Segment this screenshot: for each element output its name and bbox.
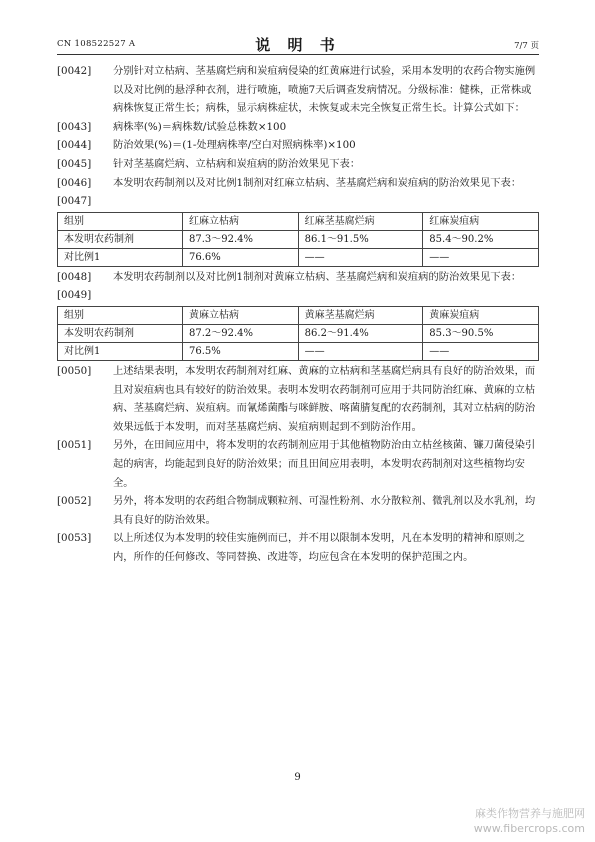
paragraph-number: [0042] [57,65,92,77]
table-row [58,230,539,248]
paragraph-number: [0046] [57,176,92,189]
paragraph-number: [0053] [57,532,92,545]
paragraph-number: [0044] [57,139,92,152]
table-header-cell: 黄麻立枯病 [183,306,299,324]
paragraph-text: 分别针对立枯病、茎基腐烂病和炭疽病侵染的红黄麻进行试验，采用本发明的农药合物实施例以及对比例的悬浮种衣剂，进行喷施，喷施7天后调查发病情况。分级标准：健株，正常株或病株恢复正常生长；病株，显示病株症状，未恢复或未完全恢复正常生长。计算公式如下： [113,65,536,115]
table-row [58,248,539,266]
table-cell: 76.5% [183,342,299,360]
paragraph-0046 [57,174,539,193]
table-header-row [58,306,539,324]
paragraph-number: [0045] [57,157,92,170]
table-cell: —— [423,248,539,266]
paragraph-0044 [57,136,539,155]
paragraph-number: [0048] [57,270,92,283]
table-cell: 87.3～92.4% [183,230,299,248]
paragraph-text: 上述结果表明，本发明农药制剂对红麻、黄麻的立枯病和茎基腐烂病具有良好的防治效果，而且对炭疽病也具有较好的防治效果。表明本发明农药制剂可应用于共同防治红麻、黄麻的立枯病、茎基腐烂病、炭疽病。而氰烯菌酯与咪鲜胺、喀菌腈复配的农药制剂，其对立枯病的防治效果远低于本发明，而对茎基腐烂病、炭疽病则起到不到防治作用。 [113,364,536,433]
paragraph-text: 本发明农药制剂以及对比例1制剂对黄麻立枯病、茎基腐烂病和炭疽病的防治效果见下表： [113,270,522,283]
table-header-cell: 组别 [58,212,183,230]
paragraph-0050 [57,362,539,436]
formula-control-effect: 防治效果(%)＝(1-处理病株率/空白对照病株率)×100 [113,139,356,152]
table-cell: —— [423,342,539,360]
paragraph-0042 [57,62,539,118]
table-row [58,324,539,342]
table-cell: 87.2～92.4% [183,324,299,342]
table-header-row [58,212,539,230]
paragraph-text: 另外，将本发明的农药组合物制成颗粒剂、可湿性粉剂、水分散粒剂、微乳剂以及水乳剂，均具有良好的防治效果。 [113,495,536,526]
paragraph-number: [0050] [57,364,92,377]
table-cell: 本发明农药制剂 [58,230,183,248]
paragraph-0043 [57,118,539,137]
table-cell: 对比例1 [58,248,183,266]
table-header-cell: 红麻立枯病 [183,212,299,230]
document-body [57,62,539,566]
paragraph-0045 [57,155,539,174]
site-watermark [474,806,585,836]
page-indicator: 7/7 页 [514,41,539,51]
paragraph-0048 [57,268,539,287]
watermark-url: www.fibercrops.com [473,822,585,835]
paragraph-0051 [57,436,539,492]
paragraph-number: [0043] [57,120,92,133]
table-cell: —— [298,342,423,360]
formula-disease-rate: 病株率(%)＝病株数/试验总株数×100 [113,120,287,133]
table-cell: —— [298,248,423,266]
table-kenaf-results [57,212,539,267]
paragraph-text: 以上所述仅为本发明的较佳实施例而已，并不用以限制本发明，凡在本发明的精神和原则之内，所作的任何修改、等同替换、改进等，均应包含在本发明的保护范围之内。 [113,532,525,563]
paragraph-text: 针对茎基腐烂病、立枯病和炭疽病的防治效果见下表： [113,157,361,170]
paragraph-0053 [57,529,539,566]
table-header-cell: 黄麻茎基腐烂病 [298,306,423,324]
paragraph-text: 另外，在田间应用中，将本发明的农药制剂应用于其他植物防治由立枯丝核菌、镰刀菌侵染引起的病害，均能起到良好的防治效果；而且田间应用表明，本发明农药制剂对这些植物均安全。 [113,439,536,489]
table-cell: 86.2～91.4% [298,324,423,342]
paragraph-number: [0051] [57,439,92,452]
document-title: 说 明 书 [255,36,341,54]
table-cell: 本发明农药制剂 [58,324,183,342]
paragraph-text: 本发明农药制剂以及对比例1制剂对红麻立枯病、茎基腐烂病和炭疽病的防治效果见下表： [113,176,522,189]
table-cell: 76.6% [183,248,299,266]
table-header-cell: 红麻炭疽病 [423,212,539,230]
table-cell: 85.3～90.5% [423,324,539,342]
table-cell: 85.4～90.2% [423,230,539,248]
page-header [57,34,539,55]
table-cell: 对比例1 [58,342,183,360]
patent-number: CN 108522527 A [57,39,136,49]
table-header-cell: 黄麻炭疽病 [423,306,539,324]
watermark-name: 麻类作物营养与施肥网 [475,807,585,820]
table-row [58,342,539,360]
page-number: 9 [294,772,301,783]
paragraph-number-0049: [0049] [57,289,92,302]
paragraph-number: [0052] [57,495,92,508]
paragraph-0052 [57,492,539,529]
table-header-cell: 组别 [58,306,183,324]
paragraph-number-0047: [0047] [57,195,92,208]
table-header-cell: 红麻茎基腐烂病 [298,212,423,230]
table-cell: 86.1～91.5% [298,230,423,248]
table-jute-results [57,306,539,361]
